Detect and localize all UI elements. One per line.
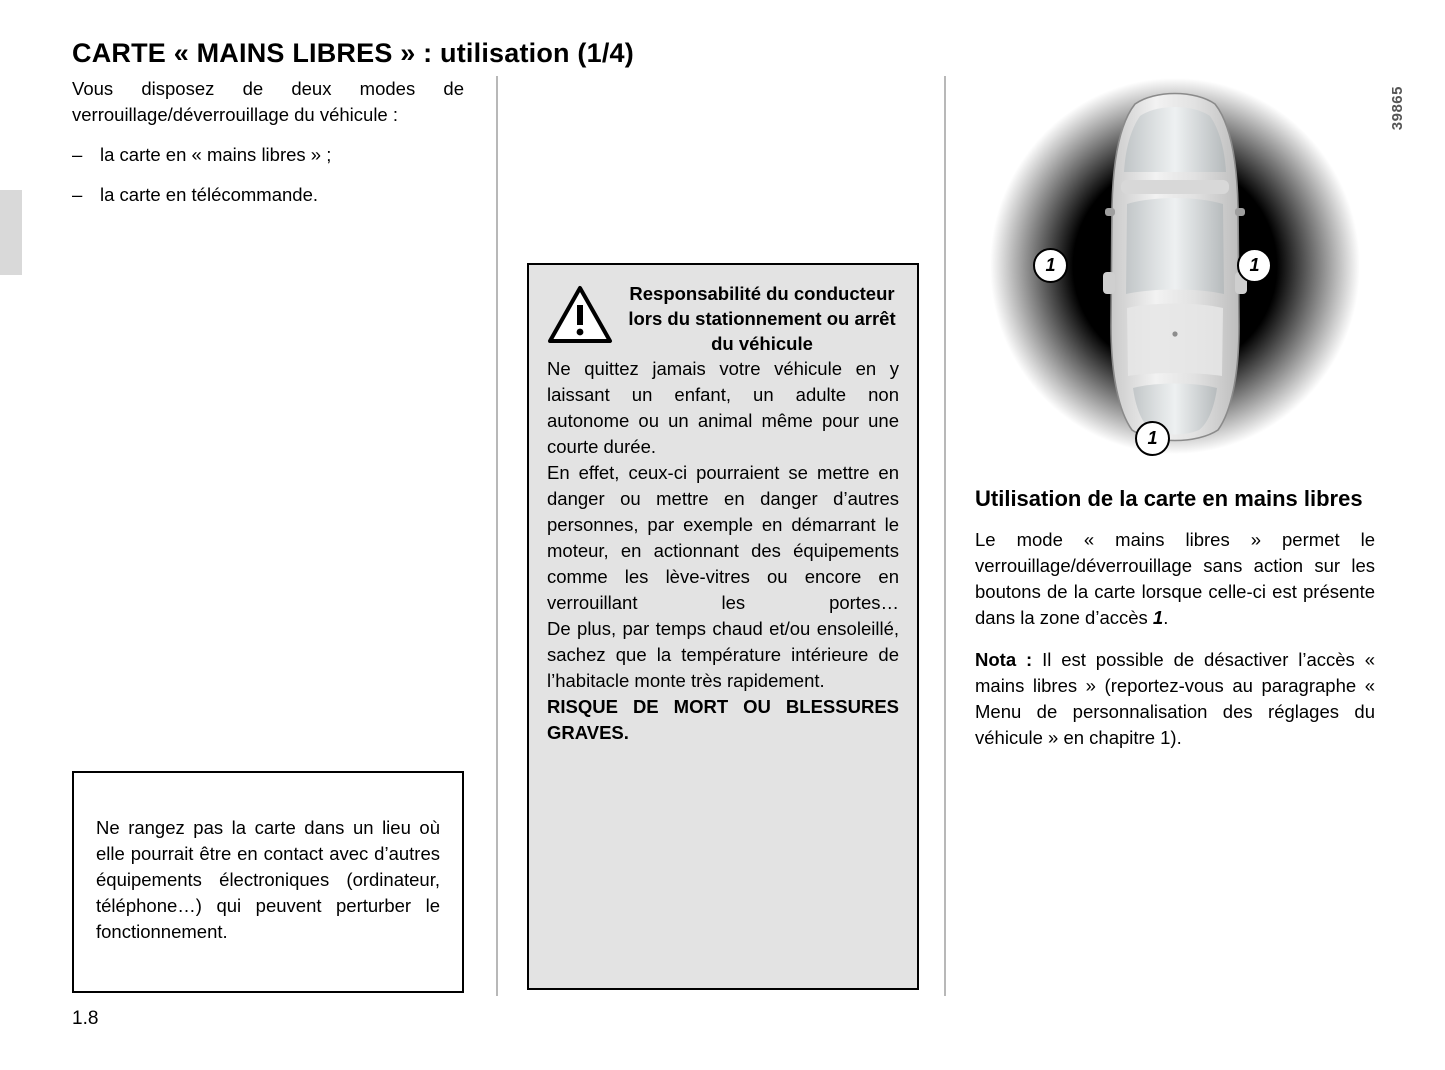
warning-paragraph: De plus, par temps chaud et/ou ensoleillé, sachez que la température intérieure de l’habitacle monte très rapidement. — [547, 618, 899, 691]
modes-list — [72, 142, 464, 208]
nota-text: Il est possible de désactiver l’accès « mains libres » (reportez-vous au paragraphe « Menu de personnalisation des réglages du véhicule » en chapitre 1). — [975, 649, 1375, 748]
nota-paragraph — [975, 647, 1375, 751]
callout-marker: 1 — [1033, 248, 1068, 283]
section-title: Utilisation de la carte en mains libres — [975, 486, 1363, 511]
dash-icon: – — [72, 184, 83, 205]
callout-marker: 1 — [1237, 248, 1272, 283]
warning-triangle-icon — [547, 285, 613, 345]
warning-heading: Responsabilité du conducteur lors du stationnement ou arrêt du véhicule — [628, 283, 896, 354]
page-number: 1.8 — [72, 1008, 99, 1029]
warning-emphasis: RISQUE DE MORT OU BLESSURES GRAVES. — [547, 696, 899, 743]
figure-reference-number: 39865 — [1389, 86, 1406, 131]
list-item — [72, 142, 464, 168]
intro-paragraph: Vous disposez de deux modes de verrouillage/déverrouillage du véhicule : — [72, 78, 464, 125]
list-item-label: la carte en télécommande. — [100, 184, 319, 205]
hands-free-text-pre: Le mode « mains libres » permet le verrouillage/déverrouillage sans action sur les boutons de la carte lorsque celle-ci est présente dans la zone d’accès — [975, 529, 1375, 628]
zone-reference: 1 — [1152, 607, 1164, 628]
column-one — [72, 76, 464, 222]
list-item-label: la carte en « mains libres » ; — [100, 144, 332, 165]
storage-note-box — [72, 771, 464, 993]
vehicle-access-zone-figure — [975, 76, 1406, 466]
callout-marker: 1 — [1135, 421, 1170, 456]
page-title: CARTE « MAINS LIBRES » : utilisation (1/4) — [72, 38, 634, 69]
warning-body — [547, 356, 899, 746]
nota-label: Nota : — [975, 649, 1033, 670]
storage-note-text: Ne rangez pas la carte dans un lieu où elle pourrait être en contact avec d’autres équipements électroniques (ordinateur, téléphone…) qui peuvent perturber le fonctionnement. — [96, 817, 440, 942]
page-edge-tab — [0, 190, 22, 275]
warning-paragraph: En effet, ceux-ci pourraient se mettre en danger ou mettre en danger d’autres personnes, par exemple en démarrant le moteur, en actionnant des équipements comme les lève-vitres ou encore en verrouillant les portes… — [547, 462, 899, 613]
list-item — [72, 182, 464, 208]
driver-responsibility-warning-box — [527, 263, 919, 990]
hands-free-text-post: . — [1163, 607, 1169, 628]
warning-header — [547, 281, 899, 356]
column-separator-2 — [944, 76, 946, 996]
column-separator-1 — [496, 76, 498, 996]
column-three — [975, 76, 1406, 767]
warning-paragraph: Ne quittez jamais votre véhicule en y laissant un enfant, un adulte non autonome ou un animal même pour une courte durée. — [547, 358, 899, 457]
hands-free-paragraph — [975, 527, 1375, 631]
dash-icon: – — [72, 144, 83, 165]
